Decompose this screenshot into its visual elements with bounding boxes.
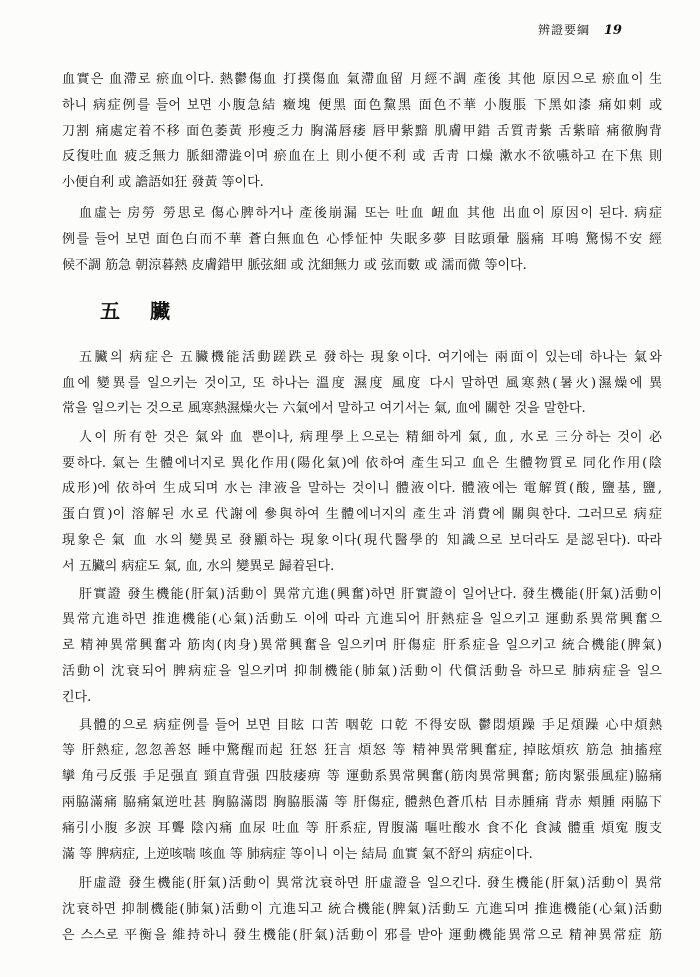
text-line: 異常亢進하면 推進機能(心氣)活動도 이에 따라 亢進되어 肝熱症을 일으키고 運動系異常興奮으 xyxy=(62,612,662,628)
text-line: 滿 等 脾病症, 上逆咳喘 咳血 等 肺病症 等이니 이는 結局 血實 氣不舒의 病症이다. xyxy=(62,846,533,862)
paragraph-liver-deficiency xyxy=(62,871,662,948)
text-line: 成形)에 依하여 生成되며 水는 津液을 말하는 것이니 體液이다. 體液에는 電解質(酸, 鹽基, 鹽, xyxy=(62,481,662,497)
text-line: 刀割 痛處定着不移 面色萎黃 形瘦乏力 胸滿唇痿 唇甲紫黯 肌膚甲錯 舌質靑紫 舌紫暗 痛徹胸背 xyxy=(62,123,662,139)
page-body xyxy=(62,67,662,949)
text-line: 候不調 筋急 朝涼暮熱 皮膚錯甲 脈弦細 或 沈細無力 或 弦而數 或 濡而微 等이다. xyxy=(62,257,527,273)
text-line: 等 肝熱症, 忽忽善怒 睡中驚醒而起 狂怒 狂言 煩怒 等 精神異常興奮症, 掉眩煩疚 筋急 抽搐痙 xyxy=(62,743,662,759)
text-line: 人이 所有한 것은 氣와 血 뿐이나, 病理學上으로는 精細하게 氣, 血, 水로 三分하는 것이 必 xyxy=(79,429,662,445)
text-line: 痛引小腹 多淚 耳聾 陰內痛 血尿 吐血 等 肝系症, 胃腹滿 嘔吐酸水 食不化 食減 體重 煩寃 腹支 xyxy=(62,820,662,836)
text-line: 血虛는 房勞 勞思로 傷心脾하거나 產後崩漏 또는 吐血 衄血 其他 出血이 原因이 된다. 病症 xyxy=(79,205,662,221)
text-line: 現象은 氣 血 水의 變異로 發顯하는 現象이다(現代醫學的 知識으로 보더라도 是認된다). 따라 xyxy=(62,533,662,549)
paragraph-blood-excess xyxy=(62,67,662,196)
text-line: 서 五臟의 病症도 氣, 血, 水의 變異로 歸着된다. xyxy=(62,558,335,574)
text-line: 小便自利 或 譫語如狂 發黃 等이다. xyxy=(62,175,264,191)
text-line: 肝實證 發生機能(肝氣)活動이 異常亢進(興奮)하면 肝實證이 일어난다. 發生機能(肝氣)活動이 xyxy=(79,586,662,602)
text-line: 하니 病症例를 들어 보면 小腹急結 癥塊 便黑 面色黧黑 面色不華 小腹脹 下黑如漆 痛如刺 或 xyxy=(62,97,662,113)
page-number: 19 xyxy=(603,23,622,38)
text-line: 肝虛證 發生機能(肝氣)活動이 異常沈衰하면 肝虛證을 일으킨다. 發生機能(肝氣)活動이 異常 xyxy=(79,876,662,892)
text-line: 反復吐血 疲乏無力 脈細滯澁이며 瘀血在上 則小便不利 或 舌靑 口燥 漱水不欲嚥하고 在下焦 則 xyxy=(62,149,662,165)
section-heading: 五臟 xyxy=(100,298,200,323)
paragraph-blood-deficiency xyxy=(62,201,662,278)
text-line: 具體的으로 病症例를 들어 보면 目眩 口苦 咽乾 口乾 不得安臥 鬱悶煩躁 手足煩躁 心中煩熱 xyxy=(79,717,662,733)
running-header-title: 辨證要綱 xyxy=(538,23,591,37)
paragraph xyxy=(62,425,662,580)
text-line: 沈衰하면 抑制機能(肺氣)活動이 亢進되고 統合機能(脾氣)活動도 亢進되며 推進機能(心氣)活動 xyxy=(62,902,662,918)
text-line: 例를 들어 보면 面色白而不華 蒼白無血色 心悸怔忡 失眠多夢 目眩頭暈 腦痛 耳鳴 驚惕不安 經 xyxy=(62,231,662,247)
text-line: 킨다. xyxy=(62,689,92,705)
text-line: 兩脇滿痛 脇痛氣逆吐甚 胸脇滿悶 胸脇脹滿 等 肝傷症, 體熱色蒼爪枯 目赤腫痛 背赤 頰腫 兩脇下 xyxy=(62,795,662,811)
text-line: 血에 變異를 일으키는 것이고, 또 하나는 溫度 濕度 風度 다시 말하면 風寒熱(暑火)濕燥에 異 xyxy=(62,375,662,391)
running-header xyxy=(538,20,658,40)
paragraph-symptom-examples xyxy=(62,713,662,868)
text-line: 活動이 沈衰되어 脾病症을 일으키며 抑制機能(肺氣)活動이 代償活動을 하므로 肺病症을 일으 xyxy=(62,664,662,680)
text-line: 常을 일으키는 것으로 風寒熱濕燥火는 六氣에서 말하고 여기서는 氣, 血에 關한 것을 말한다. xyxy=(62,401,586,417)
text-line: 蛋白質)이 溶解된 水로 代謝에 參與하여 生體에너지의 產生과 消費에 關與한다. 그러므로 病症 xyxy=(62,507,662,523)
paragraph xyxy=(62,345,662,422)
text-line: 攣 角弓反張 手足强直 頸直背强 四肢痿痹 等 運動系異常興奮(筋肉異常興奮; 筋肉緊張風症)脇痛 xyxy=(62,769,662,785)
paragraph-liver-excess xyxy=(62,582,662,711)
text-line: 로 精神異常興奮과 筋肉(肉身)異常興奮을 일으키며 肝傷症 肝系症을 일으키고 統合機能(脾氣) xyxy=(62,638,662,654)
text-line: 要하다. 氣는 生體에너지로 異化作用(陽化氣)에 依하여 產生되고 血은 生體物質로 同化作用(陰 xyxy=(62,455,662,471)
text-line: 五臟의 病症은 五臟機能活動蹉跌로 發하는 現象이다. 여기에는 兩面이 있는데 하나는 氣와 xyxy=(79,349,662,365)
text-line: 血實은 血滯로 瘀血이다. 熱鬱傷血 打撲傷血 氣滯血留 月經不調 產後 其他 原因으로 瘀血이 生 xyxy=(62,72,662,87)
text-line: 은 스스로 平衡을 維持하니 發生機能(肝氣)活動이 邪를 받아 運動機能異常으로 精神異常症 筋 xyxy=(62,928,662,943)
